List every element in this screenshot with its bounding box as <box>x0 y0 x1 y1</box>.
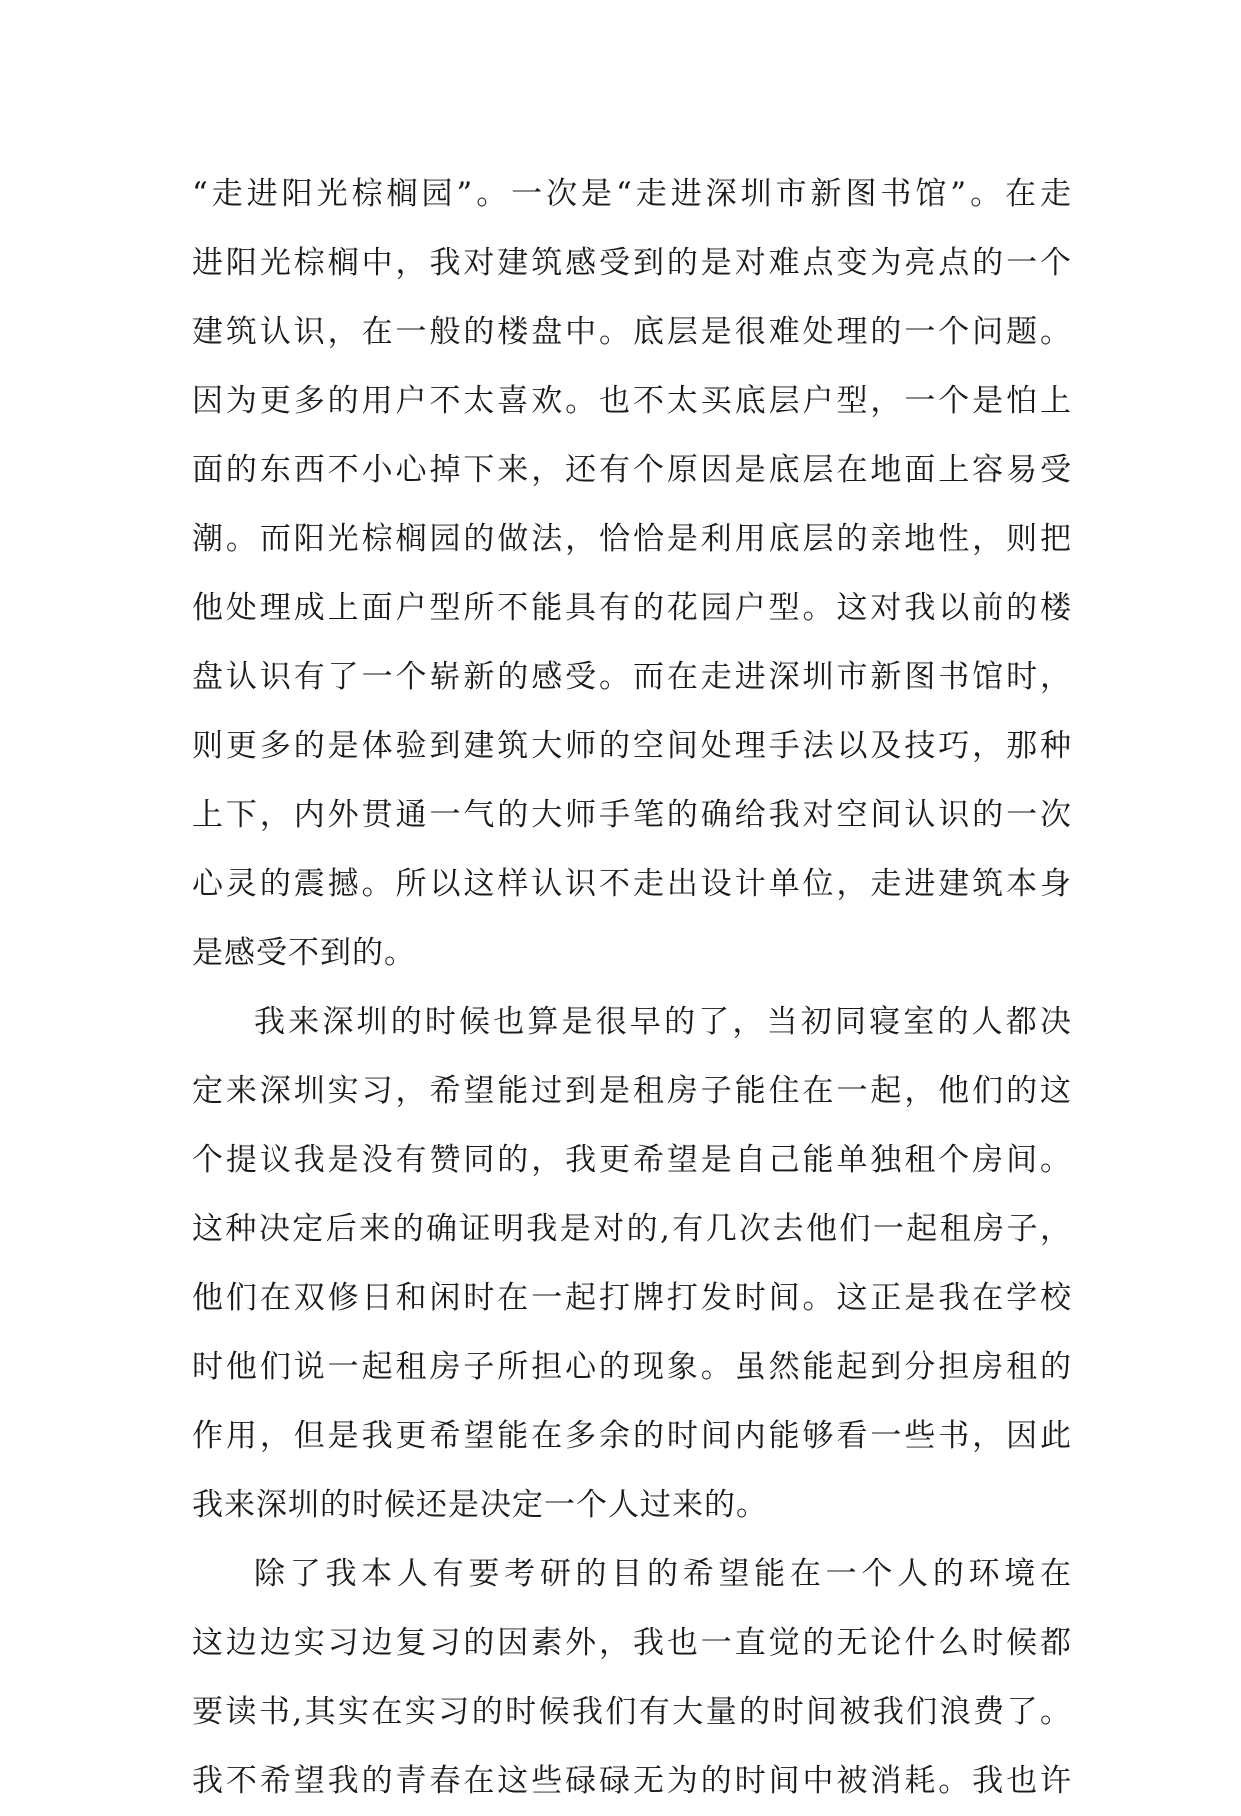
text-line: 这种决定后来的确证明我是对的,有几次去他们一起租房子， <box>192 1211 1072 1247</box>
text-line: 因为更多的用户不太喜欢。也不太买底层户型，一个是怕上 <box>192 383 1072 419</box>
text-line: 潮。而阳光棕榈园的做法，恰恰是利用底层的亲地性，则把 <box>192 521 1072 557</box>
text-line: 进阳光棕榈中，我对建筑感受到的是对难点变为亮点的一个 <box>192 245 1072 281</box>
text-line: 心灵的震撼。所以这样认识不走出设计单位，走进建筑本身 <box>192 866 1072 902</box>
text-line: 作用，但是我更希望能在多余的时间内能够看一些书，因此 <box>192 1418 1072 1454</box>
text-line: 是感受不到的。 <box>192 935 416 971</box>
text-line: “走进阳光棕榈园”。一次是“走进深圳市新图书馆”。在走 <box>192 176 1072 212</box>
paragraph-first-line: 除了我本人有要考研的目的希望能在一个人的环境在 <box>254 1556 1072 1592</box>
text-line: 个提议我是没有赞同的，我更希望是自己能单独租个房间。 <box>192 1142 1072 1178</box>
text-line: 则更多的是体验到建筑大师的空间处理手法以及技巧，那种 <box>192 728 1072 764</box>
text-line: 建筑认识，在一般的楼盘中。底层是很难处理的一个问题。 <box>192 314 1072 350</box>
text-line: 我来深圳的时候还是决定一个人过来的。 <box>192 1487 768 1523</box>
text-line: 要读书,其实在实习的时候我们有大量的时间被我们浪费了。 <box>192 1694 1072 1730</box>
text-line: 我不希望我的青春在这些碌碌无为的时间中被消耗。我也许 <box>192 1763 1072 1799</box>
text-line: 盘认识有了一个崭新的感受。而在走进深圳市新图书馆时， <box>192 659 1072 695</box>
text-line: 上下，内外贯通一气的大师手笔的确给我对空间认识的一次 <box>192 797 1072 833</box>
text-line: 时他们说一起租房子所担心的现象。虽然能起到分担房租的 <box>192 1349 1072 1385</box>
text-line: 定来深圳实习，希望能过到是租房子能住在一起，他们的这 <box>192 1073 1072 1109</box>
text-line: 面的东西不小心掉下来，还有个原因是底层在地面上容易受 <box>192 452 1072 488</box>
paragraph-first-line: 我来深圳的时候也算是很早的了，当初同寝室的人都决 <box>254 1004 1072 1040</box>
text-line: 他处理成上面户型所不能具有的花园户型。这对我以前的楼 <box>192 590 1072 626</box>
body-text <box>192 160 1072 1816</box>
text-line: 他们在双修日和闲时在一起打牌打发时间。这正是我在学校 <box>192 1280 1072 1316</box>
text-line: 这边边实习边复习的因素外，我也一直觉的无论什么时候都 <box>192 1625 1072 1661</box>
